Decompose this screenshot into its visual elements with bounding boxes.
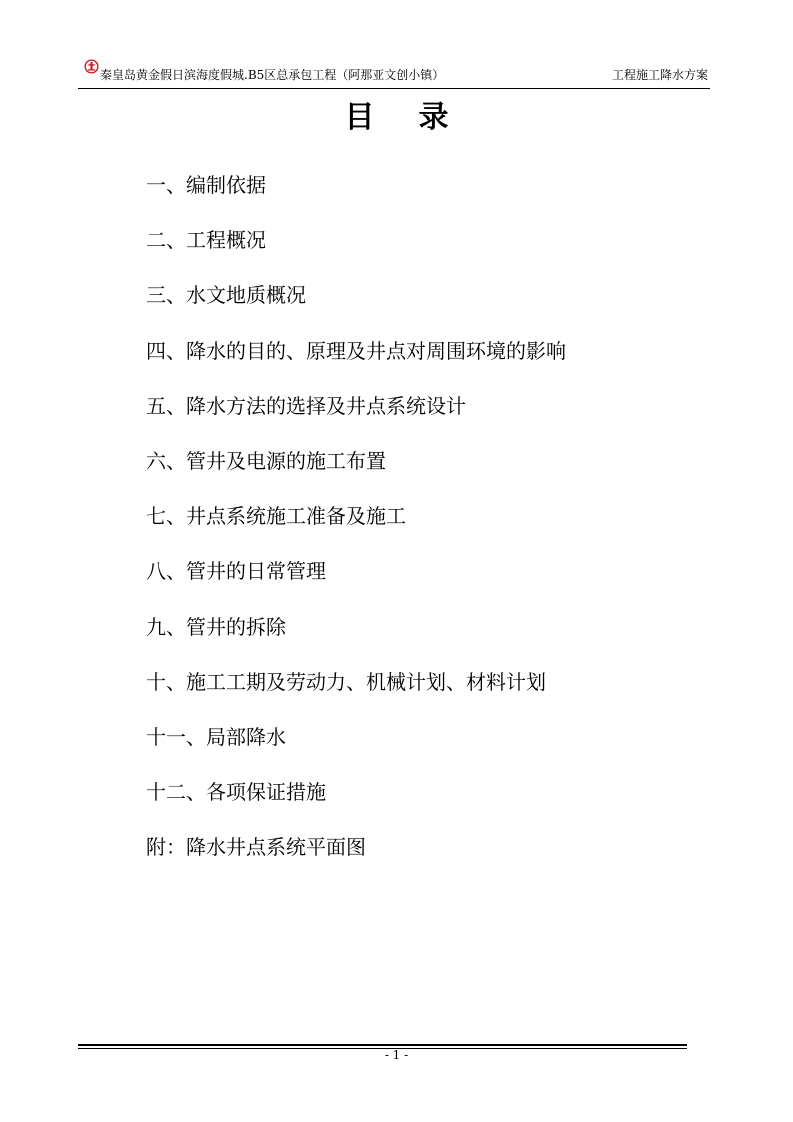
page-title: 目录 xyxy=(344,100,493,135)
header-project-name: 秦皇岛黄金假日滨海度假城.B5区总承包工程（阿那亚文创小镇） xyxy=(100,68,445,82)
footer-divider-thick xyxy=(78,1044,687,1046)
toc-item: 八、管井的日常管理 xyxy=(146,559,326,584)
toc-item: 十一、局部降水 xyxy=(146,724,286,749)
header-divider xyxy=(78,88,710,89)
company-logo-icon xyxy=(84,59,99,74)
page-header xyxy=(80,58,710,86)
toc-item: 三、水文地质概况 xyxy=(146,283,306,308)
toc-item: 一、编制依据 xyxy=(146,173,266,197)
toc-item: 六、管井及电源的施工布置 xyxy=(146,448,386,473)
toc-item: 七、井点系统施工准备及施工 xyxy=(146,504,406,529)
toc-item: 附：降水井点系统平面图 xyxy=(146,835,366,860)
toc-item: 十二、各项保证措施 xyxy=(146,780,326,805)
header-document-title: 工程施工降水方案 xyxy=(611,68,708,82)
toc-item: 五、降水方法的选择及井点系统设计 xyxy=(146,393,466,418)
toc-item: 二、工程概况 xyxy=(146,228,266,253)
toc-item: 九、管井的拆除 xyxy=(146,614,286,639)
page-number: - 1 - xyxy=(384,1048,409,1062)
toc-item: 四、降水的目的、原理及井点对周围环境的影响 xyxy=(146,338,566,363)
toc-item: 十、施工工期及劳动力、机械计划、材料计划 xyxy=(146,669,546,694)
table-of-contents xyxy=(146,170,566,887)
